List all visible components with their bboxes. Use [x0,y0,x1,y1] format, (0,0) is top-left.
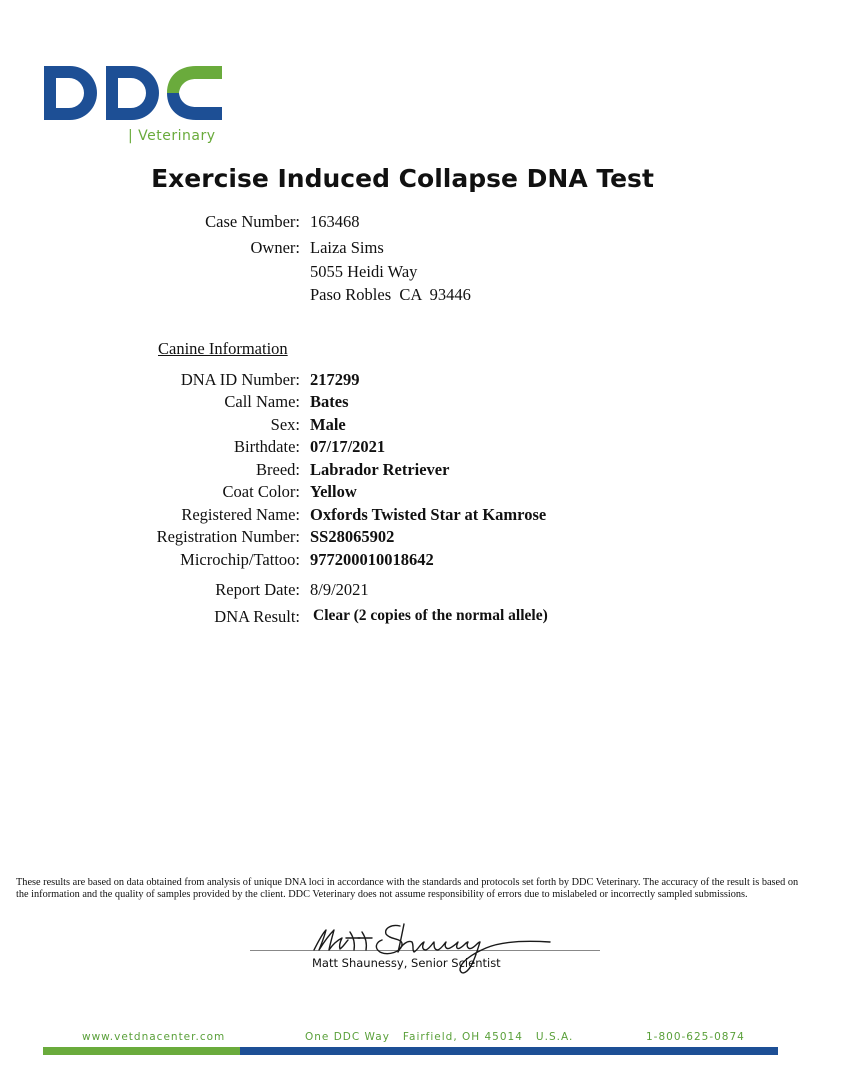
case-number-value: 163468 [310,212,360,231]
owner-label: Owner: [250,238,300,257]
coat-color-value: Yellow [310,482,357,501]
birthdate-label: Birthdate: [234,437,300,456]
registration-number-label: Registration Number: [156,527,300,546]
footer-website: www.vetdnacenter.com [82,1031,226,1043]
report-date-value: 8/9/2021 [310,580,369,599]
report-date-label: Report Date: [215,580,300,599]
document-title: Exercise Induced Collapse DNA Test [151,164,654,193]
logo-subtitle: | Veterinary [128,128,216,144]
signature-image [300,912,570,982]
microchip-value: 977200010018642 [310,550,434,569]
dna-id-value: 217299 [310,370,360,389]
registered-name-label: Registered Name: [181,505,300,524]
call-name-value: Bates [310,392,349,411]
coat-color-label: Coat Color: [222,482,300,501]
sex-label: Sex: [270,415,300,434]
case-number-label: Case Number: [205,212,300,231]
dna-result-value: Clear (2 copies of the normal allele) [313,607,548,624]
registration-number-value: SS28065902 [310,527,395,546]
footer-address: One DDC Way Fairfield, OH 45014 U.S.A. [305,1031,574,1043]
dna-id-label: DNA ID Number: [180,370,300,389]
owner-address-line2: Paso Robles CA 93446 [310,285,471,304]
microchip-label: Microchip/Tattoo: [180,550,300,569]
breed-label: Breed: [256,460,300,479]
footer-bar-green [43,1047,240,1055]
breed-value: Labrador Retriever [310,460,450,479]
footer-phone: 1-800-625-0874 [646,1031,745,1043]
call-name-label: Call Name: [224,392,300,411]
owner-address-line1: 5055 Heidi Way [310,262,418,281]
signatory-name: Matt Shaunessy, Senior Scientist [312,956,501,970]
registered-name-value: Oxfords Twisted Star at Kamrose [310,505,547,524]
dna-result-label: DNA Result: [214,607,300,626]
footer-bar-blue [240,1047,778,1055]
owner-name: Laiza Sims [310,238,384,257]
birthdate-value: 07/17/2021 [310,437,386,456]
sex-value: Male [310,415,346,434]
disclaimer-text: These results are based on data obtained from analysis of unique DNA loci in accordance with the standards and protocols set forth by DDC Veterinary. The accuracy of the result is based on the information and the quality of samples provided by the client. DDC Veterinary does not assume responsibility of errors due to mislabeled or incorrectly sampled submissions. [16,877,799,900]
canine-information-heading: Canine Information [158,339,288,358]
